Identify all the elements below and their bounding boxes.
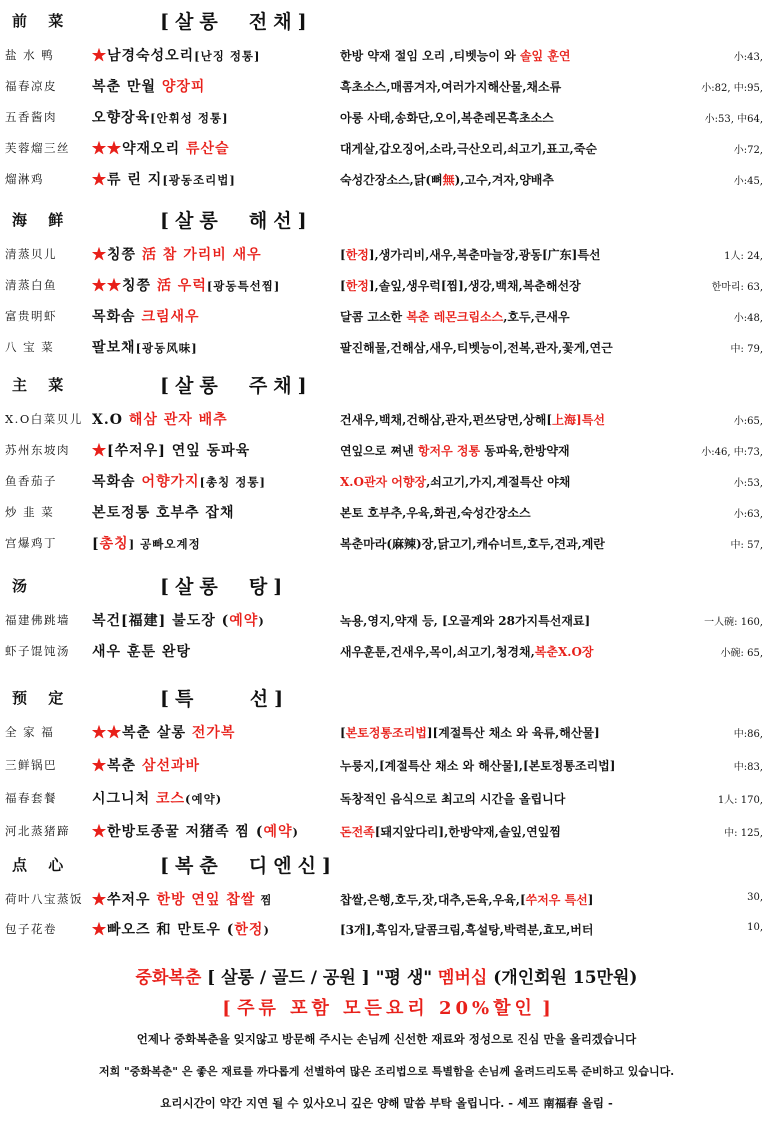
dish-suffix: [총칭 정통] bbox=[199, 475, 266, 489]
menu-item bbox=[0, 609, 773, 631]
menu-item bbox=[0, 44, 773, 66]
dish-price: 小碗: 65, bbox=[720, 648, 763, 659]
dish-price: 中: 125, bbox=[724, 828, 763, 839]
dish-price: 中: 79, bbox=[730, 344, 763, 355]
description-text: 복춘마라(麻辣)장,닭고기,캐슈너트,호두,견과,계란 bbox=[340, 537, 605, 551]
dish-description bbox=[340, 473, 570, 490]
dish-name: 본토정통 호부추 잡채 bbox=[92, 505, 235, 521]
star-icon: ★ bbox=[92, 247, 107, 263]
menu-item bbox=[0, 918, 773, 940]
description-tail: [돼지앞다리],한방약재,솔잎,연잎찜 bbox=[374, 825, 561, 839]
dish-name-highlight: 양장피 bbox=[161, 79, 206, 95]
star-icon: ★ bbox=[92, 824, 107, 840]
discount-text: 주류 포함 모든요리 20%할인 bbox=[237, 998, 536, 1019]
dish-name: [쑤저우] 연잎 동파육 bbox=[107, 443, 251, 459]
dish-name-cn: X.O白菜贝儿 bbox=[5, 412, 83, 426]
dish-description bbox=[340, 109, 554, 126]
section-title-cn: 预 定 bbox=[12, 689, 72, 707]
dish-suffix: ) bbox=[263, 923, 270, 937]
description-text: 누룽지,[계절특산 채소 와 해산물],[본토정통조리법] bbox=[340, 759, 616, 773]
menu-item bbox=[0, 532, 773, 554]
description-text: 연잎으로 쪄낸 bbox=[340, 444, 418, 458]
dish-name-cn: 盐 水 鸭 bbox=[5, 48, 55, 62]
dish-name: 복건[福建] 불도장 ( bbox=[92, 613, 230, 629]
dish-name-cn: 五香酱肉 bbox=[5, 110, 57, 124]
dish-suffix: [난징 정통] bbox=[194, 49, 261, 63]
dish-name-cn: 河北蒸猪蹄 bbox=[5, 824, 70, 838]
section-header bbox=[0, 683, 773, 713]
dish-name: 목화솜 bbox=[92, 309, 142, 325]
description-text: 새우훈툰,건새우,목이,쇠고기,청경채, bbox=[340, 645, 535, 659]
description-highlight: 돈전족 bbox=[340, 825, 375, 839]
dish-description bbox=[340, 757, 615, 774]
notice-line-1: 언제나 중화복춘을 잊지않고 방문해 주시는 손님께 신선한 재료와 정성으로 진심 만을 올리겠습니다 bbox=[136, 1032, 637, 1046]
dish-name-highlight: 총칭 bbox=[99, 536, 129, 552]
dish-description bbox=[340, 246, 601, 263]
dish-name-kr bbox=[92, 821, 299, 841]
dish-price: 小:63, bbox=[733, 509, 763, 520]
dish-name: 새우 훈툰 완탕 bbox=[92, 644, 191, 660]
description-highlight: 上海]특선 bbox=[552, 413, 605, 427]
membership-branches: [ 살롱 / 골드 / 공원 ] "평 생" bbox=[207, 968, 439, 988]
dish-name-kr bbox=[92, 641, 191, 661]
dish-name-cn: 福建佛跳墙 bbox=[5, 613, 70, 627]
description-highlight: X.O관자 어향장 bbox=[340, 475, 427, 489]
section-title-cn: 汤 bbox=[12, 577, 36, 595]
dish-name-kr bbox=[92, 45, 260, 65]
menu-item bbox=[0, 501, 773, 523]
dish-description bbox=[340, 308, 570, 325]
membership-price: (개인회원 15만원) bbox=[487, 968, 638, 988]
dish-description bbox=[340, 411, 605, 428]
dish-name-kr bbox=[92, 440, 250, 460]
section-title-kr: [살롱 탕] bbox=[160, 576, 289, 598]
description-text: 독창적인 음식으로 최고의 시간을 올립니다 bbox=[340, 792, 566, 806]
dish-description bbox=[340, 504, 531, 521]
dish-name-highlight: 코스 bbox=[155, 791, 186, 807]
description-text: 녹용,영지,약재 등, [오골계와 28가지특선재료] bbox=[340, 614, 591, 628]
dish-price: 一人碗: 160, bbox=[704, 617, 763, 628]
description-text: [3개],흑임자,달콤크림,흑설탕,박력분,효모,버터 bbox=[340, 923, 594, 937]
dish-price: 小:45, bbox=[733, 176, 763, 187]
dish-suffix: ] 공빠오계정 bbox=[128, 537, 201, 551]
dish-name-cn: 清蒸白鱼 bbox=[5, 278, 57, 292]
dish-description bbox=[340, 78, 561, 95]
dish-name-kr bbox=[92, 919, 270, 939]
menu-item bbox=[0, 754, 773, 776]
dish-price: 1人: 170, bbox=[717, 795, 763, 806]
description-highlight: 복춘X.O장 bbox=[534, 645, 594, 659]
dish-name-cn: 福春套餐 bbox=[5, 791, 57, 805]
menu-item bbox=[0, 106, 773, 128]
dish-name: 남경숙성오리 bbox=[107, 48, 195, 64]
notice-line-2: 저희 "중화복춘" 은 좋은 재료를 까다롭게 선별하여 많은 조리법으로 특별함을 손님께 올려드리도록 준비하고 있습니다. bbox=[98, 1065, 675, 1078]
dish-name: 목화솜 bbox=[92, 474, 142, 490]
star-icon: ★★ bbox=[92, 141, 122, 157]
dish-description bbox=[340, 442, 570, 459]
dish-name-highlight: 活 참 가리비 새우 bbox=[141, 247, 262, 263]
dish-price: 30, bbox=[747, 892, 763, 903]
dish-name-cn: 鱼香茄子 bbox=[5, 474, 57, 488]
menu-item bbox=[0, 470, 773, 492]
dish-name-cn: 苏州东坡肉 bbox=[5, 443, 70, 457]
description-tail: ),고수,겨자,양배추 bbox=[454, 173, 554, 187]
star-icon: ★★ bbox=[92, 278, 122, 294]
menu-item bbox=[0, 721, 773, 743]
description-text: 대게살,갑오징어,소라,극산오리,쇠고기,표고,죽순 bbox=[340, 142, 597, 156]
section-title-kr: [살롱 주채] bbox=[160, 375, 313, 397]
dish-description bbox=[340, 612, 590, 629]
description-highlight: 쑤저우 특선 bbox=[525, 893, 588, 907]
dish-name-cn: 虾子馄饨汤 bbox=[5, 644, 70, 658]
dish-price: 한마리: 63, bbox=[711, 282, 763, 293]
notice-line-3: 요리시간이 약간 지연 될 수 있사오니 깊은 양해 말씀 부탁 올립니다. - 셰프 南福春 올림 - bbox=[160, 1096, 613, 1110]
dish-name: 약재오리 bbox=[122, 141, 186, 157]
dish-suffix: [안휘성 정통] bbox=[150, 111, 229, 125]
description-text: 한방 약재 절임 오리 ,티벳능이 와 bbox=[340, 49, 520, 63]
dish-suffix: [광동风味] bbox=[135, 341, 198, 355]
menu-item bbox=[0, 408, 773, 430]
section-title-cn: 前 菜 bbox=[12, 12, 72, 30]
dish-name-cn: 荷叶八宝蒸饭 bbox=[5, 892, 83, 906]
dish-name-kr bbox=[92, 533, 201, 553]
section-title-cn: 点 心 bbox=[12, 856, 72, 874]
description-tail: ,호두,큰새우 bbox=[503, 310, 570, 324]
menu-item bbox=[0, 888, 773, 910]
dish-price: 小:72, bbox=[733, 145, 763, 156]
discount-bracket-close: ] bbox=[535, 998, 551, 1019]
dish-description bbox=[340, 47, 571, 64]
dish-name: 칭쯩 bbox=[122, 278, 157, 294]
dish-price: 中:83, bbox=[733, 762, 763, 773]
description-highlight: 솔잎 훈연 bbox=[519, 49, 571, 63]
dish-name: 시그니처 bbox=[92, 791, 156, 807]
dish-description bbox=[340, 724, 600, 741]
dish-suffix: [광동특선찜] bbox=[206, 279, 281, 293]
dish-name-cn: 宫爆鸡丁 bbox=[5, 536, 57, 550]
dish-name: 복춘 살롱 bbox=[122, 725, 192, 741]
section-header bbox=[0, 571, 773, 601]
dish-price: 小:43, bbox=[733, 52, 763, 63]
description-highlight: 본토정통조리법 bbox=[345, 726, 427, 740]
description-tail: ],생가리비,새우,복춘마늘장,광동[广东]특선 bbox=[368, 248, 601, 262]
star-icon: ★ bbox=[92, 922, 107, 938]
star-icon: ★ bbox=[92, 758, 107, 774]
dish-name-kr bbox=[92, 788, 222, 808]
dish-name-highlight: 한정 bbox=[234, 922, 264, 938]
dish-price: 10, bbox=[747, 922, 763, 933]
dish-name-kr bbox=[92, 502, 234, 522]
dish-name: 복춘 bbox=[107, 758, 142, 774]
description-tail: ,쇠고기,가지,계절특산 야채 bbox=[426, 475, 571, 489]
description-highlight: 복춘 레몬크림소스 bbox=[406, 310, 504, 324]
discount-bracket-open: [ bbox=[222, 998, 238, 1019]
dish-name: 류 린 지 bbox=[107, 172, 163, 188]
dish-name-highlight: 한방 연잎 찹쌀 bbox=[156, 892, 256, 908]
menu-item bbox=[0, 820, 773, 842]
section-title-cn: 海 鲜 bbox=[12, 211, 72, 229]
dish-suffix: 찜 bbox=[255, 893, 273, 907]
dish-suffix: (예약) bbox=[185, 792, 223, 806]
dish-description bbox=[340, 277, 581, 294]
dish-name-cn: 三鲜锅巴 bbox=[5, 758, 57, 772]
description-tail: 동파육,한방약재 bbox=[480, 444, 570, 458]
menu-item bbox=[0, 168, 773, 190]
dish-description bbox=[340, 790, 565, 807]
dish-price: 小:53, bbox=[733, 478, 763, 489]
dish-name: 팔보채 bbox=[92, 340, 136, 356]
star-icon: ★ bbox=[92, 892, 107, 908]
dish-description bbox=[340, 140, 597, 157]
dish-name: X.O bbox=[92, 412, 129, 428]
section-title-cn: 主 菜 bbox=[12, 376, 72, 394]
dish-name: 빠오즈 和 만토우 ( bbox=[107, 922, 235, 938]
description-highlight: 항저우 정통 bbox=[417, 444, 481, 458]
description-tail: ][계절특산 채소 와 육류,해산물] bbox=[426, 726, 600, 740]
section-title-kr: [살롱 전채] bbox=[160, 11, 313, 33]
dish-price: 小:82, 中:95, bbox=[701, 83, 763, 94]
dish-name-kr bbox=[92, 169, 236, 189]
dish-name-highlight: 活 우럭 bbox=[156, 278, 207, 294]
dish-description bbox=[340, 643, 594, 660]
description-text: 찹쌀,은행,호두,잣,대추,돈육,우육,[ bbox=[340, 893, 526, 907]
dish-price: 中: 57, bbox=[730, 540, 763, 551]
dish-description bbox=[340, 171, 554, 188]
dish-name-cn: 熘淋鸡 bbox=[5, 172, 44, 186]
dish-name-kr bbox=[92, 409, 228, 429]
dish-suffix: ) bbox=[258, 614, 265, 628]
dish-name-highlight: 삼선과바 bbox=[141, 758, 201, 774]
membership-label: 멤버십 bbox=[438, 968, 488, 988]
dish-name-cn: 福春凉皮 bbox=[5, 79, 57, 93]
dish-price: 小:48, bbox=[733, 313, 763, 324]
dish-description bbox=[340, 823, 561, 840]
dish-description bbox=[340, 891, 593, 908]
discount-line bbox=[0, 994, 773, 1020]
menu-item bbox=[0, 439, 773, 461]
dish-name-kr bbox=[92, 138, 230, 158]
description-text: 숙성간장소스,닭(뼈 bbox=[340, 173, 443, 187]
description-tail: ] bbox=[587, 893, 594, 907]
star-icon: ★★ bbox=[92, 725, 122, 741]
dish-name: 오향장육 bbox=[92, 110, 151, 126]
membership-line bbox=[0, 963, 773, 988]
description-text: 팔진해물,건해삼,새우,티벳능이,전복,관자,꽃게,연근 bbox=[340, 341, 613, 355]
dish-name-cn: 炒 韭 菜 bbox=[5, 505, 55, 519]
dish-description bbox=[340, 535, 605, 552]
dish-price: 小:46, 中:73, bbox=[701, 447, 763, 458]
menu-item bbox=[0, 640, 773, 662]
dish-name-highlight: 예약 bbox=[263, 824, 293, 840]
description-text: 아롱 사태,송화단,오이,복춘레몬흑초소스 bbox=[340, 111, 554, 125]
dish-suffix: ) bbox=[292, 825, 299, 839]
description-highlight: 한정 bbox=[345, 279, 369, 293]
star-icon: ★ bbox=[92, 443, 107, 459]
dish-name-kr bbox=[92, 337, 198, 357]
dish-description bbox=[340, 339, 613, 356]
dish-name-kr bbox=[92, 275, 280, 295]
description-tail: ],솔잎,생우럭[찜],생강,백채,복춘해선장 bbox=[368, 279, 581, 293]
star-icon: ★ bbox=[92, 172, 107, 188]
dish-suffix: [광동조리법] bbox=[162, 173, 236, 187]
dish-name-highlight: 류산슬 bbox=[185, 141, 230, 157]
star-icon: ★ bbox=[92, 48, 107, 64]
dish-name: 복춘 만월 bbox=[92, 79, 162, 95]
dish-name-kr bbox=[92, 755, 200, 775]
dish-name: 쑤저우 bbox=[107, 892, 157, 908]
dish-name-cn: 包子花卷 bbox=[5, 922, 57, 936]
dish-name-kr bbox=[92, 722, 235, 742]
menu-item bbox=[0, 137, 773, 159]
menu-item bbox=[0, 274, 773, 296]
description-highlight: 無 bbox=[442, 173, 455, 187]
description-text: [ bbox=[340, 279, 346, 293]
description-text: 달콤 고소한 bbox=[340, 310, 407, 324]
dish-price: 小:53, 中64, bbox=[704, 114, 763, 125]
dish-name-cn: 清蒸贝儿 bbox=[5, 247, 57, 261]
menu-item bbox=[0, 787, 773, 809]
menu-item bbox=[0, 336, 773, 358]
menu-item bbox=[0, 243, 773, 265]
section-header bbox=[0, 205, 773, 235]
dish-name-kr bbox=[92, 471, 266, 491]
dish-description bbox=[340, 921, 593, 938]
dish-name-cn: 全 家 福 bbox=[5, 725, 55, 739]
dish-name-kr bbox=[92, 76, 205, 96]
dish-name: 한방토종꿀 저猪족 찜 ( bbox=[107, 824, 264, 840]
dish-name-cn: 芙蓉熘三丝 bbox=[5, 141, 70, 155]
description-text: 흑초소스,매콤겨자,여러가지해산물,채소류 bbox=[340, 80, 562, 94]
dish-price: 1人: 24, bbox=[724, 251, 763, 262]
description-text: [ bbox=[340, 248, 346, 262]
dish-name-highlight: 예약 bbox=[229, 613, 259, 629]
dish-name-kr bbox=[92, 610, 265, 630]
dish-name-kr bbox=[92, 107, 229, 127]
menu-item bbox=[0, 305, 773, 327]
section-title-kr: [살롱 해선] bbox=[160, 210, 313, 232]
dish-name-cn: 富贵明虾 bbox=[5, 309, 57, 323]
dish-price: 中:86, bbox=[733, 729, 763, 740]
dish-name-highlight: 전가복 bbox=[191, 725, 236, 741]
description-highlight: 한정 bbox=[345, 248, 369, 262]
section-header bbox=[0, 850, 773, 880]
menu-item bbox=[0, 75, 773, 97]
description-text: 건새우,백채,건해삼,관자,펀쓰당면,상해[ bbox=[340, 413, 553, 427]
dish-price: 小:65, bbox=[733, 416, 763, 427]
description-text: 본토 호부추,우육,화권,숙성간장소스 bbox=[340, 506, 531, 520]
dish-name-highlight: 크림새우 bbox=[141, 309, 200, 325]
dish-name-kr bbox=[92, 306, 200, 326]
brand-name: 중화복춘 bbox=[135, 968, 202, 988]
description-text: [ bbox=[340, 726, 346, 740]
dish-name-cn: 八 宝 菜 bbox=[5, 340, 55, 354]
dish-name-highlight: 해삼 관자 배추 bbox=[128, 412, 228, 428]
dish-name-highlight: 어향가지 bbox=[141, 474, 200, 490]
dish-name: 칭쯩 bbox=[107, 247, 142, 263]
section-header bbox=[0, 370, 773, 400]
dish-name-kr bbox=[92, 244, 262, 264]
section-title-kr: [복춘 디엔신] bbox=[160, 855, 337, 877]
dish-name-kr bbox=[92, 889, 272, 909]
section-header bbox=[0, 6, 773, 36]
section-title-kr: [특 선] bbox=[160, 688, 290, 710]
dish-name: [ bbox=[92, 536, 100, 552]
